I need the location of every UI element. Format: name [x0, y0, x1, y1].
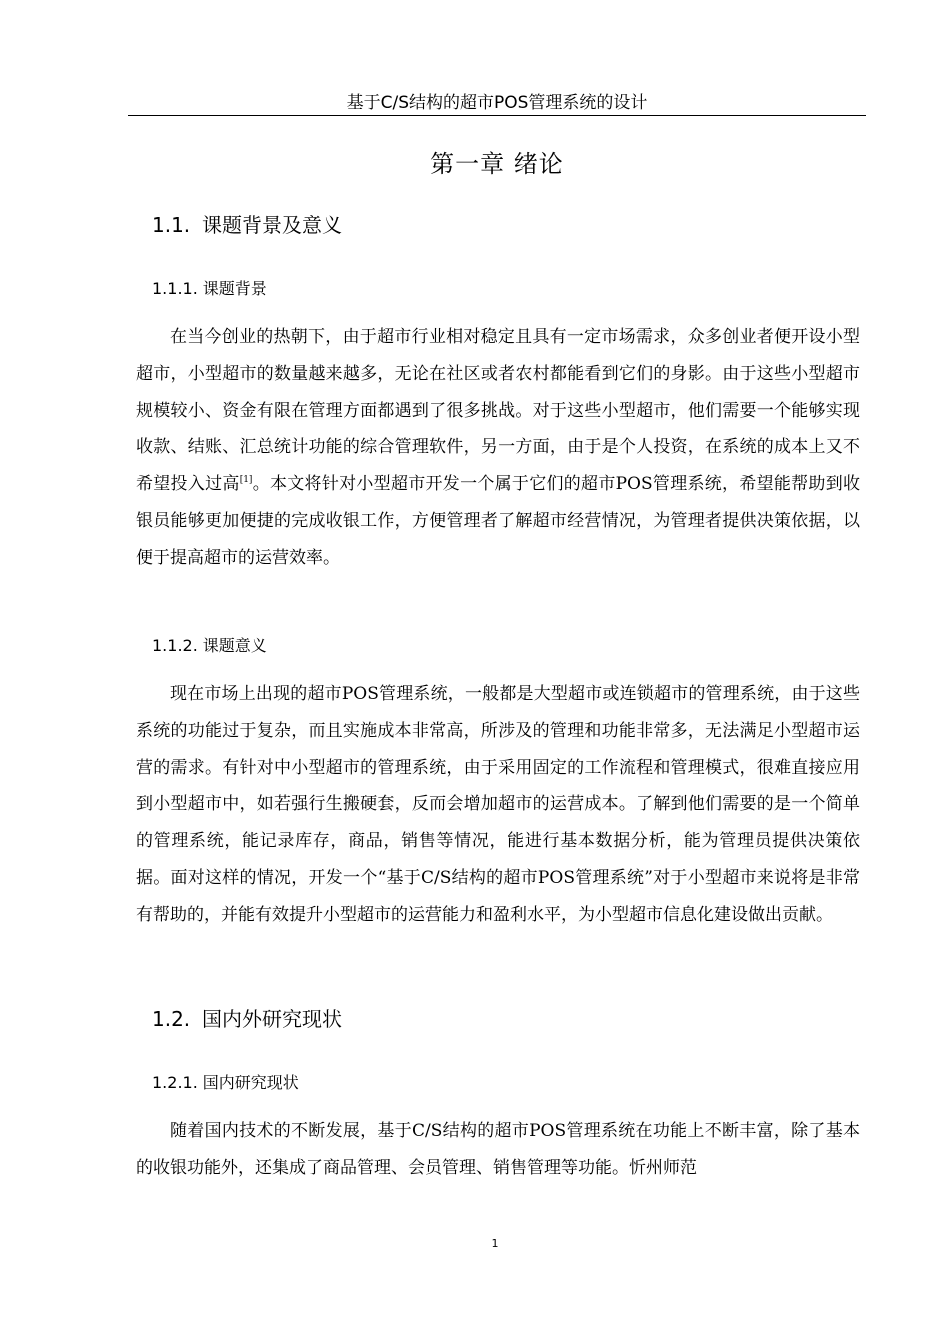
section-heading-1-1	[152, 211, 342, 239]
subsection-heading-1-1-2	[152, 634, 267, 658]
section-title: 课题背景及意义	[202, 213, 342, 237]
subsection-number: 1.1.1.	[152, 279, 198, 298]
subsection-heading-1-1-1	[152, 277, 267, 301]
subsection-title: 课题意义	[202, 636, 267, 655]
subsection-title: 国内研究现状	[202, 1073, 299, 1092]
subsection-title: 课题背景	[202, 279, 267, 298]
subsection-heading-1-2-1	[152, 1071, 299, 1095]
paragraph-significance: 现在市场上出现的超市POS管理系统，一般都是大型超市或连锁超市的管理系统，由于这些系统的功能过于复杂，而且实施成本非常高，所涉及的管理和功能非常多，无法满足小型超市运营的需求。有针对中小型超市的管理系统，由于采用固定的工作流程和管理模式，很难直接应用到小型超市中，如若强行生搬硬套，反而会增加超市的运营成本。了解到他们需要的是一个简单的管理系统，能记录库存，商品，销售等情况，能进行基本数据分析，能为管理员提供决策依据。面对这样的情况，开发一个“基于C/S结构的超市POS管理系统”对于小型超市来说将是非常有帮助的，并能有效提升小型超市的运营能力和盈利水平，为小型超市信息化建设做出贡献。	[136, 684, 860, 925]
subsection-number: 1.2.1.	[152, 1073, 198, 1092]
header-divider	[128, 115, 866, 116]
subsection-number: 1.1.2.	[152, 636, 198, 655]
section-number: 1.2.	[152, 1007, 191, 1031]
paragraph-background	[136, 319, 860, 577]
running-header: 基于C/S结构的超市POS管理系统的设计	[346, 93, 648, 113]
citation-marker: [1]	[239, 475, 253, 486]
section-number: 1.1.	[152, 213, 191, 237]
section-heading-1-2	[152, 1005, 342, 1033]
page-number: 1	[491, 1237, 499, 1250]
chapter-title: 第一章 绪论	[430, 150, 564, 178]
section-title: 国内外研究现状	[202, 1007, 342, 1031]
paragraph-text: 在当今创业的热朝下，由于超市行业相对稳定且具有一定市场需求，众多创业者便开设小型超市，小型超市的数量越来越多，无论在社区或者农村都能看到它们的身影。由于这些小型超市规模较小、资金有限在管理方面都遇到了很多挑战。对于这些小型超市，他们需要一个能够实现收款、结账、汇总统计功能的综合管理软件，另一方面，由于是个人投资，在系统的成本上又不希望投入过高	[136, 327, 860, 495]
paragraph-domestic-research: 随着国内技术的不断发展，基于C/S结构的超市POS管理系统在功能上不断丰富，除了基本的收银功能外，还集成了商品管理、会员管理、销售管理等功能。忻州师范	[136, 1121, 860, 1178]
paragraph-text-continued: 。本文将针对小型超市开发一个属于它们的超市POS管理系统，希望能帮助到收银员能够更加便捷的完成收银工作，方便管理者了解超市经营情况，为管理者提供决策依据，以便于提高超市的运营效率。	[136, 474, 860, 568]
